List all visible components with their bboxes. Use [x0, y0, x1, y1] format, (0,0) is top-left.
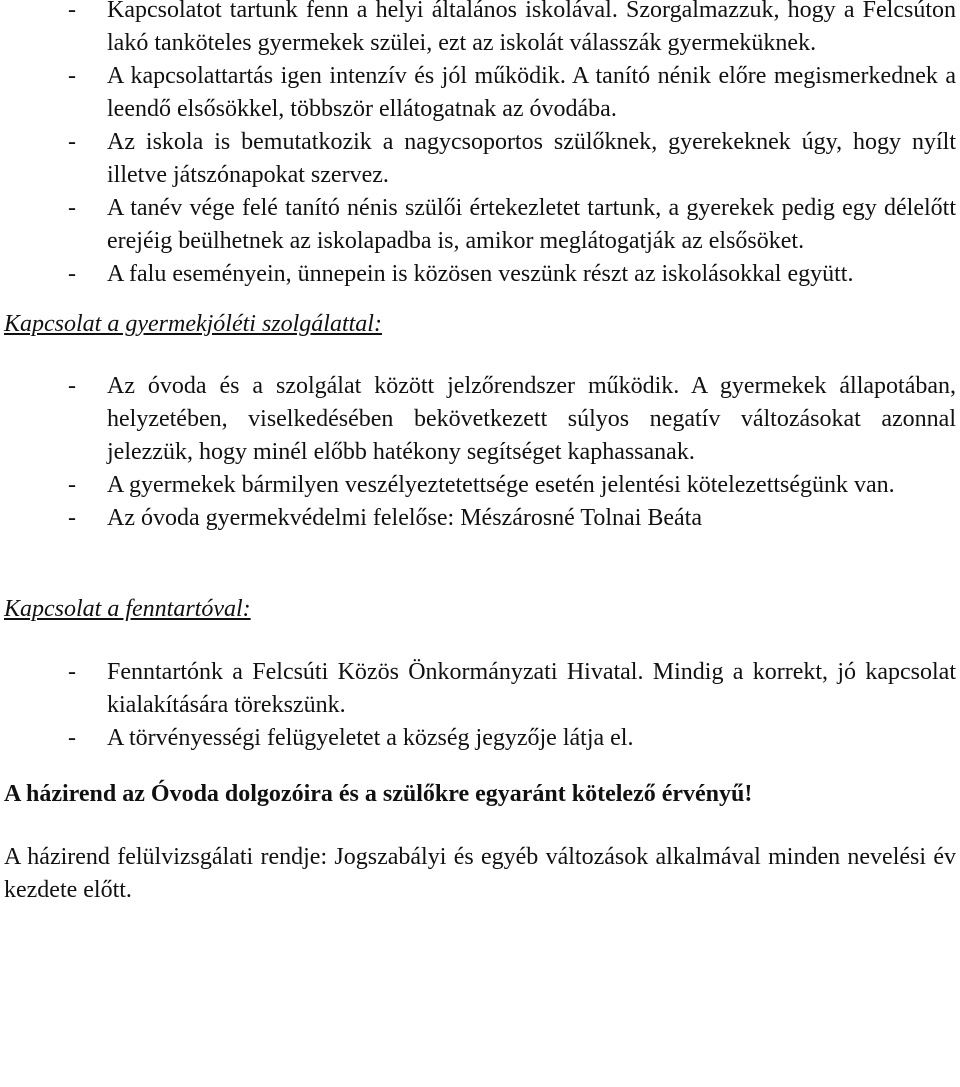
list-item-text: Fenntartónk a Felcsúti Közös Önkormányzati Hivatal. Mindig a korrekt, jó kapcsolat kialakítására törekszünk.: [107, 659, 956, 718]
list-item-text: Az óvoda gyermekvédelmi felelőse: Mészárosné Tolnai Beáta: [107, 505, 702, 531]
bullet-dash: -: [68, 63, 76, 89]
bullet-dash: -: [68, 261, 76, 287]
bullet-dash: -: [68, 472, 76, 498]
maintainer-list: [4, 656, 956, 755]
maintainer-heading: Kapcsolat a fenntartóval:: [4, 596, 251, 622]
bullet-dash: -: [68, 659, 76, 685]
list-item-text: A törvényességi felügyeletet a község jegyzője látja el.: [107, 725, 634, 751]
list-item-text: A gyermekek bármilyen veszélyeztetettsége esetén jelentési kötelezettségünk van.: [107, 472, 895, 498]
bullet-dash: -: [68, 129, 76, 155]
list-item: [4, 126, 956, 192]
list-item-text: A tanév vége felé tanító nénis szülői értekezletet tartunk, a gyerekek pedig egy délelőtt erejéig beülhetnek az iskolapadba is, amikor meglátogatják az elsősöket.: [107, 195, 956, 254]
list-item-text: Kapcsolatot tartunk fenn a helyi általános iskolával. Szorgalmazzuk, hogy a Felcsúton lakó tanköteles gyermekek szülei, ezt az iskolát válasszák gyermeküknek.: [107, 0, 956, 56]
intro-list: [4, 0, 956, 291]
list-item: [4, 722, 956, 755]
child-welfare-list: [4, 370, 956, 535]
list-item-text: Az iskola is bemutatkozik a nagycsoportos szülőknek, gyerekeknek úgy, hogy nyílt illetve játszónapokat szervez.: [107, 129, 956, 188]
bullet-dash: -: [68, 725, 76, 751]
list-item: [4, 0, 956, 60]
review-paragraph: A házirend felülvizsgálati rendje: Jogszabályi és egyéb változások alkalmával minden nevelési év kezdete előtt.: [4, 844, 956, 903]
list-item-text: Az óvoda és a szolgálat között jelzőrendszer működik. A gyermekek állapotában, helyzetében, viselkedésében bekövetkezett súlyos negatív változásokat azonnal jelezzük, hogy minél előbb hatékony segítséget kaphassanak.: [107, 373, 956, 465]
list-item: [4, 60, 956, 126]
bullet-dash: -: [68, 195, 76, 221]
bullet-dash: -: [68, 505, 76, 531]
list-item: [4, 502, 956, 535]
list-item: [4, 370, 956, 469]
list-item-text: A falu eseményein, ünnepein is közösen veszünk részt az iskolásokkal együtt.: [107, 261, 854, 287]
list-item: [4, 656, 956, 722]
bullet-dash: -: [68, 0, 76, 23]
list-item-text: A kapcsolattartás igen intenzív és jól működik. A tanító nénik előre megismerkednek a leendő elsősökkel, többször ellátogatnak az óvodába.: [107, 63, 956, 122]
bullet-dash: -: [68, 373, 76, 399]
list-item: [4, 192, 956, 258]
house-rules-notice: A házirend az Óvoda dolgozóira és a szülőkre egyaránt kötelező érvényű!: [4, 781, 753, 807]
list-item: [4, 469, 956, 502]
list-item: [4, 258, 956, 291]
child-welfare-heading: Kapcsolat a gyermekjóléti szolgálattal:: [4, 311, 382, 337]
